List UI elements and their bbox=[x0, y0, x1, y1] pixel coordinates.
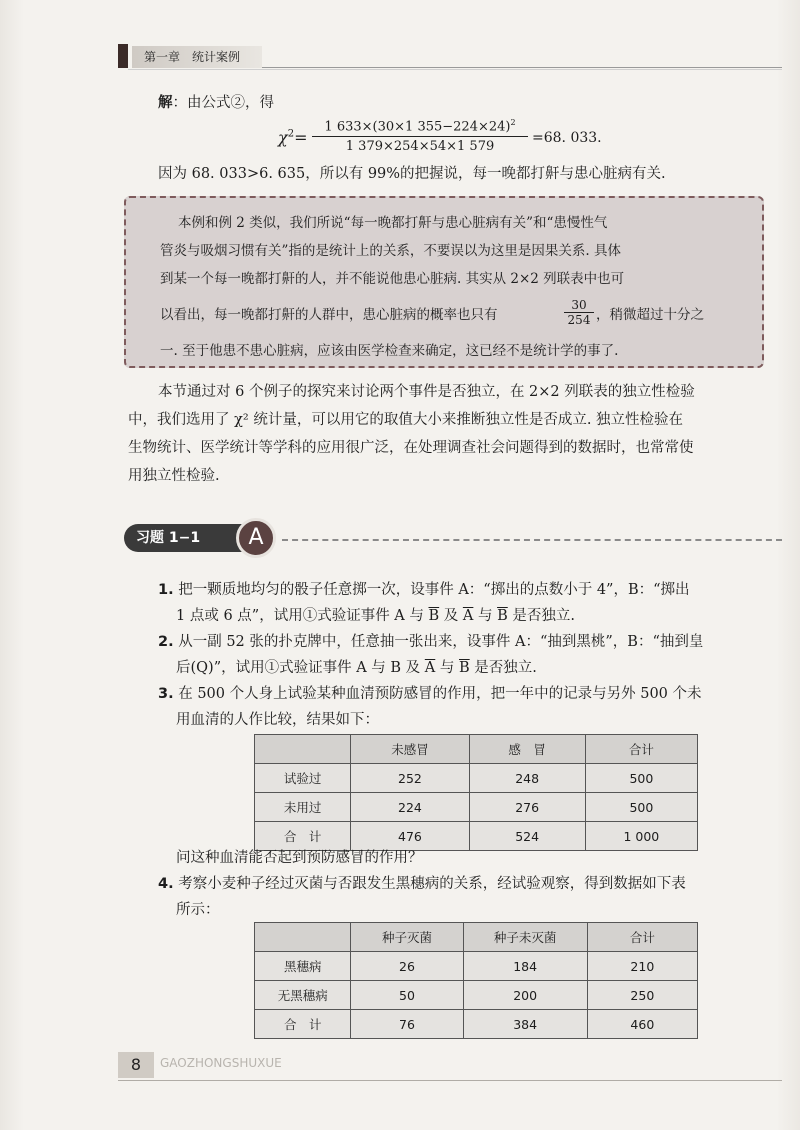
page-number: 8 bbox=[118, 1052, 154, 1078]
exercise-title: 习题 1−1 bbox=[124, 524, 256, 552]
question-1-text: 把一颗质地均匀的骰子任意掷一次，设事件 A：“掷出的点数小于 4”，B：“掷出 bbox=[178, 582, 690, 598]
table-cell: 500 bbox=[585, 764, 697, 793]
note-line-3: 到某一个每一晚都打鼾的人，并不能说他患心脏病. 其实从 2×2 列联表中也可 bbox=[160, 271, 625, 287]
question-3-line-2: 用血清的人作比较，结果如下： bbox=[176, 712, 379, 728]
question-2-text-2: 后(Q)”，试用①式验证事件 A 与 B 及 bbox=[176, 660, 425, 676]
complement-b: $\overline{B}$ bbox=[459, 660, 470, 676]
summary-line-4: 用独立性检验. bbox=[128, 468, 220, 484]
table-cell: 合 计 bbox=[255, 1010, 351, 1039]
table-row bbox=[255, 764, 698, 793]
question-2-line-2 bbox=[176, 658, 537, 678]
table-cell: 合计 bbox=[585, 735, 697, 764]
question-2-line-1 bbox=[158, 632, 703, 652]
table-cell: 50 bbox=[351, 981, 463, 1010]
note-line-4a: 以看出，每一晚都打鼾的人群中，患心脏病的概率也只有 bbox=[160, 307, 498, 323]
table-cell: 184 bbox=[463, 952, 587, 981]
chapter-marker bbox=[118, 44, 128, 68]
header-rule bbox=[262, 67, 782, 68]
exercise-divider bbox=[282, 539, 782, 541]
table-row bbox=[255, 952, 698, 981]
note-fraction-denominator: 254 bbox=[567, 313, 591, 327]
table-cell: 252 bbox=[351, 764, 469, 793]
chi-exponent: 2 bbox=[287, 128, 295, 140]
solution-intro-text: ：由公式②，得 bbox=[172, 95, 274, 111]
question-4-text: 考察小麦种子经过灭菌与否跟发生黑穗病的关系，经试验观察，得到数据如下表 bbox=[178, 876, 686, 892]
question-1-line-1 bbox=[158, 580, 690, 600]
table-cell: 76 bbox=[351, 1010, 463, 1039]
table-cell: 210 bbox=[587, 952, 697, 981]
chi-letter: χ bbox=[278, 128, 288, 147]
table-cell: 384 bbox=[463, 1010, 587, 1039]
question-3-number: 3. bbox=[158, 686, 174, 702]
footer-rule bbox=[118, 1080, 782, 1081]
question-2-text: 从一副 52 张的扑克牌中，任意抽一张出来，设事件 A：“抽到黑桃”，B：“抽到皇 bbox=[178, 634, 704, 650]
table-cell: 试验过 bbox=[255, 764, 351, 793]
table-cell bbox=[255, 735, 351, 764]
table-cell: 感 冒 bbox=[469, 735, 585, 764]
note-fraction bbox=[564, 298, 594, 327]
table-cell: 种子未灭菌 bbox=[463, 923, 587, 952]
wheat-seed-table bbox=[254, 922, 698, 1039]
footer-brand: GAOZHONGSHUXUE bbox=[160, 1056, 282, 1070]
exercise-level-badge: A bbox=[236, 518, 276, 558]
summary-line-3: 生物统计、医学统计等学科的应用很广泛，在处理调查社会问题得到的数据时，也常常使 bbox=[128, 440, 694, 456]
table-cell: 200 bbox=[463, 981, 587, 1010]
question-4-line-1 bbox=[158, 874, 686, 894]
table-cell: 26 bbox=[351, 952, 463, 981]
complement-b: $\overline{B}$ bbox=[497, 608, 508, 624]
table-cell: 500 bbox=[585, 793, 697, 822]
chapter-title: 第一章 统计案例 bbox=[132, 46, 262, 68]
table-row bbox=[255, 1010, 698, 1039]
numerator-text: 1 633×(30×1 355−224×24) bbox=[324, 119, 511, 135]
chi-square-result: =68. 033. bbox=[532, 130, 602, 146]
note-line-2: 管炎与吸烟习惯有关”指的是统计上的关系，不要误以为这里是因果关系. 具体 bbox=[160, 243, 621, 259]
table-cell: 种子灭菌 bbox=[351, 923, 463, 952]
note-fraction-numerator: 30 bbox=[564, 298, 594, 313]
serum-cold-table bbox=[254, 734, 698, 851]
table-row bbox=[255, 822, 698, 851]
conjunction: 及 bbox=[439, 608, 463, 624]
solution-intro bbox=[158, 93, 274, 113]
table-header-row bbox=[255, 923, 698, 952]
table-row bbox=[255, 981, 698, 1010]
table-row bbox=[255, 793, 698, 822]
note-line-1: 本例和例 2 类似，我们所说“每一晚都打鼾与患心脏病有关”和“患慢性气 bbox=[178, 215, 608, 231]
question-2-number: 2. bbox=[158, 634, 174, 650]
table-cell: 460 bbox=[587, 1010, 697, 1039]
table-cell: 224 bbox=[351, 793, 469, 822]
question-4-number: 4. bbox=[158, 876, 174, 892]
solution-label: 解 bbox=[158, 95, 173, 111]
chi-square-fraction bbox=[312, 118, 528, 154]
table-cell: 248 bbox=[469, 764, 585, 793]
summary-line-2: 中，我们选用了 χ² 统计量，可以用它的取值大小来推断独立性是否成立. 独立性检验在 bbox=[128, 412, 684, 428]
table-cell: 276 bbox=[469, 793, 585, 822]
table-cell: 250 bbox=[587, 981, 697, 1010]
table-cell: 1 000 bbox=[585, 822, 697, 851]
table-cell: 合 计 bbox=[255, 822, 351, 851]
question-1-text-3: 是否独立. bbox=[507, 608, 575, 624]
complement-b: $\overline{B}$ bbox=[428, 608, 440, 624]
question-3-text: 在 500 个人身上试验某种血清预防感冒的作用，把一年中的记录与另外 500 个未 bbox=[178, 686, 702, 702]
question-1-text-2: 1 点或 6 点”，试用①式验证事件 A 与 bbox=[176, 608, 429, 624]
table-cell: 未感冒 bbox=[351, 735, 469, 764]
question-2-text-3: 是否独立. bbox=[469, 660, 537, 676]
table-cell: 524 bbox=[469, 822, 585, 851]
note-line-4b: ，稍微超过十分之 bbox=[596, 307, 704, 323]
conjunction: 与 bbox=[435, 660, 459, 676]
note-line-5: 一. 至于他患不患心脏病，应该由医学检查来确定，这已经不是统计学的事了. bbox=[160, 343, 619, 359]
complement-a: $\overline{A}$ bbox=[462, 608, 474, 624]
table-header-row bbox=[255, 735, 698, 764]
solution-conclusion: 因为 68. 033>6. 635，所以有 99%的把握说，每一晚都打鼾与患心脏病有关. bbox=[158, 166, 666, 182]
question-4-line-2: 所示： bbox=[176, 902, 220, 918]
fraction-numerator bbox=[312, 118, 528, 137]
question-3-prompt: 问这种血清能否起到预防感冒的作用？ bbox=[176, 850, 423, 866]
table-cell: 黑穗病 bbox=[255, 952, 351, 981]
table-cell: 476 bbox=[351, 822, 469, 851]
chi-square-symbol: $\chi^2=$ bbox=[278, 128, 308, 147]
table-cell: 无黑穗病 bbox=[255, 981, 351, 1010]
question-1-line-2 bbox=[176, 606, 575, 626]
header-rule-light bbox=[128, 69, 782, 70]
conjunction: 与 bbox=[473, 608, 498, 624]
question-1-number: 1. bbox=[158, 582, 174, 598]
complement-a: $\overline{A}$ bbox=[424, 660, 436, 676]
table-cell: 未用过 bbox=[255, 793, 351, 822]
table-cell: 合计 bbox=[587, 923, 697, 952]
table-cell bbox=[255, 923, 351, 952]
question-3-line-1 bbox=[158, 684, 702, 704]
fraction-denominator: 1 379×254×54×1 579 bbox=[345, 139, 495, 155]
numerator-exponent: 2 bbox=[510, 118, 516, 127]
summary-line-1: 本节通过对 6 个例子的探究来讨论两个事件是否独立，在 2×2 列联表的独立性检验 bbox=[158, 384, 695, 400]
